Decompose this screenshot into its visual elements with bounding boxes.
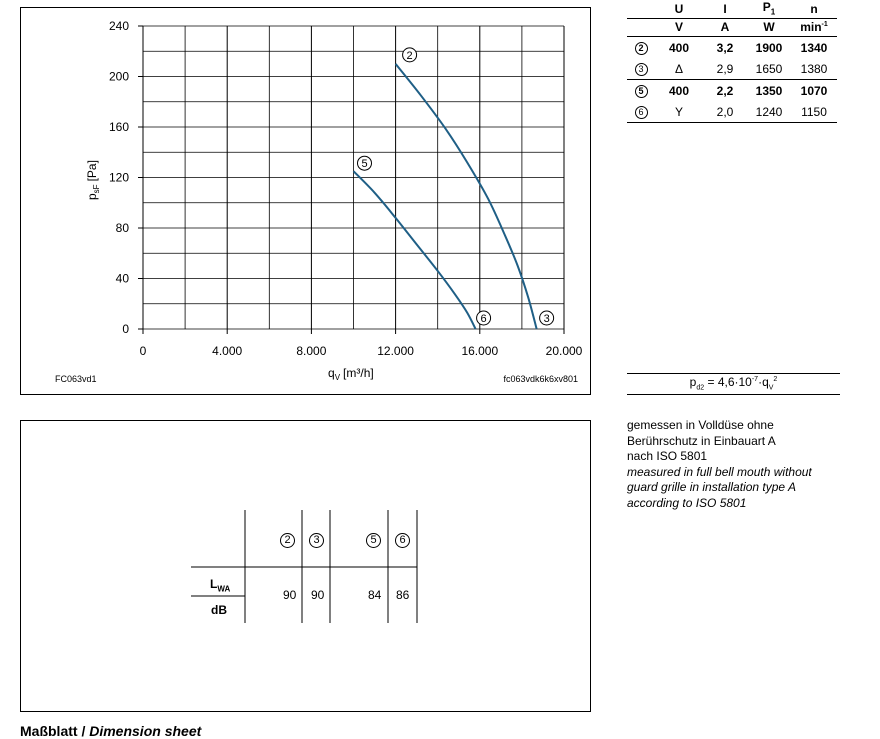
- curve-id-badge: 2: [635, 42, 648, 55]
- sound-id-6: [395, 530, 410, 548]
- unit-n: $\min^{-1}$: [800, 19, 828, 34]
- curve-id-badge: 6: [395, 533, 410, 548]
- unit-p: W: [763, 19, 775, 34]
- x-tick-label: 4.000: [212, 344, 243, 358]
- formula-top-rule: [627, 373, 840, 374]
- y-tick-label: 80: [115, 221, 129, 235]
- note-en-3: according to ISO 5801: [627, 495, 747, 510]
- note-de-3: nach ISO 5801: [627, 449, 708, 463]
- note-en-2: guard grille in installation type A: [627, 480, 796, 494]
- svg-text:psF[Pa]: $p_{sF}[Pa]$: [85, 160, 101, 200]
- x-tick-label: 20.000: [545, 344, 583, 358]
- x-tick-label: 8.000: [296, 344, 327, 358]
- dimension-sheet-heading: Maßblatt / Dimension sheet: [20, 723, 202, 739]
- note-en-1: measured in full bell mouth without: [627, 464, 812, 479]
- x-tick-label: 12.000: [377, 344, 414, 358]
- formula: $p_{d2} = 4,6\cdot 10^{-7}\cdot q_V^2$: [689, 375, 778, 392]
- curve-id-badge: 3: [635, 63, 648, 76]
- y-tick-label: 0: [122, 322, 129, 336]
- sound-id-2: [280, 530, 295, 548]
- note-de-1: gemessen in Volldüse ohne: [627, 418, 774, 432]
- header-u: U: [674, 1, 684, 16]
- spec-table: [627, 0, 837, 123]
- sound-id-3: [309, 530, 324, 548]
- svg-text:6: 6: [480, 313, 487, 325]
- spec-row-3: 3 Δ 2,9 1650 1380: [627, 58, 837, 80]
- spec-row-2: 2 400 3,2 1900 1340: [627, 37, 837, 59]
- y-tick-label: 160: [108, 120, 129, 134]
- sound-value-3: 90: [311, 588, 325, 602]
- chart-code-right: fc063vdk6k6xv801: [503, 374, 578, 384]
- spec-header-row: [627, 0, 837, 17]
- chart-code-left: FC063vd1: [55, 374, 97, 384]
- sound-value-6: 86: [396, 588, 410, 602]
- sound-value-2: 90: [283, 588, 297, 602]
- curve-id-badge: 5: [366, 533, 381, 548]
- curve-id-badge: 6: [635, 106, 648, 119]
- y-tick-label: 40: [115, 271, 129, 286]
- x-tick-label: 16.000: [461, 344, 499, 358]
- y-tick-label: 240: [108, 19, 129, 33]
- header-p: $P_1$: [762, 0, 776, 17]
- measurement-notes: [627, 418, 867, 511]
- unit-i: A: [720, 19, 730, 34]
- note-de-2: Berührschutz in Einbauart A: [627, 433, 776, 448]
- unit-u: V: [674, 19, 683, 34]
- sound-label: $L_{WA}$: [210, 577, 231, 594]
- sound-id-5: [366, 530, 381, 548]
- spec-row-6: 6 Y 2,0 1240 1150: [627, 101, 837, 123]
- svg-text:2: 2: [406, 49, 413, 62]
- formula-bottom-rule: [627, 394, 840, 395]
- sound-value-5: 84: [368, 588, 382, 602]
- header-n: n: [810, 1, 818, 16]
- y-tick-label: 200: [108, 69, 129, 84]
- sound-unit: dB: [211, 603, 227, 617]
- x-tick-label: 0: [139, 344, 147, 358]
- spec-unit-row: [627, 17, 837, 37]
- y-tick-label: 120: [108, 170, 129, 185]
- svg-text:qV[m³/h]: $q_V$ [m³/h]: [328, 366, 374, 382]
- header-i: I: [723, 1, 727, 16]
- curve-id-badge: 2: [280, 533, 295, 548]
- svg-text:3: 3: [543, 313, 550, 325]
- spec-row-5: 5 400 2,2 1350 1070: [627, 80, 837, 102]
- curve-id-badge: 5: [635, 85, 648, 98]
- curve-id-badge: 3: [309, 533, 324, 548]
- svg-text:5: 5: [361, 158, 368, 171]
